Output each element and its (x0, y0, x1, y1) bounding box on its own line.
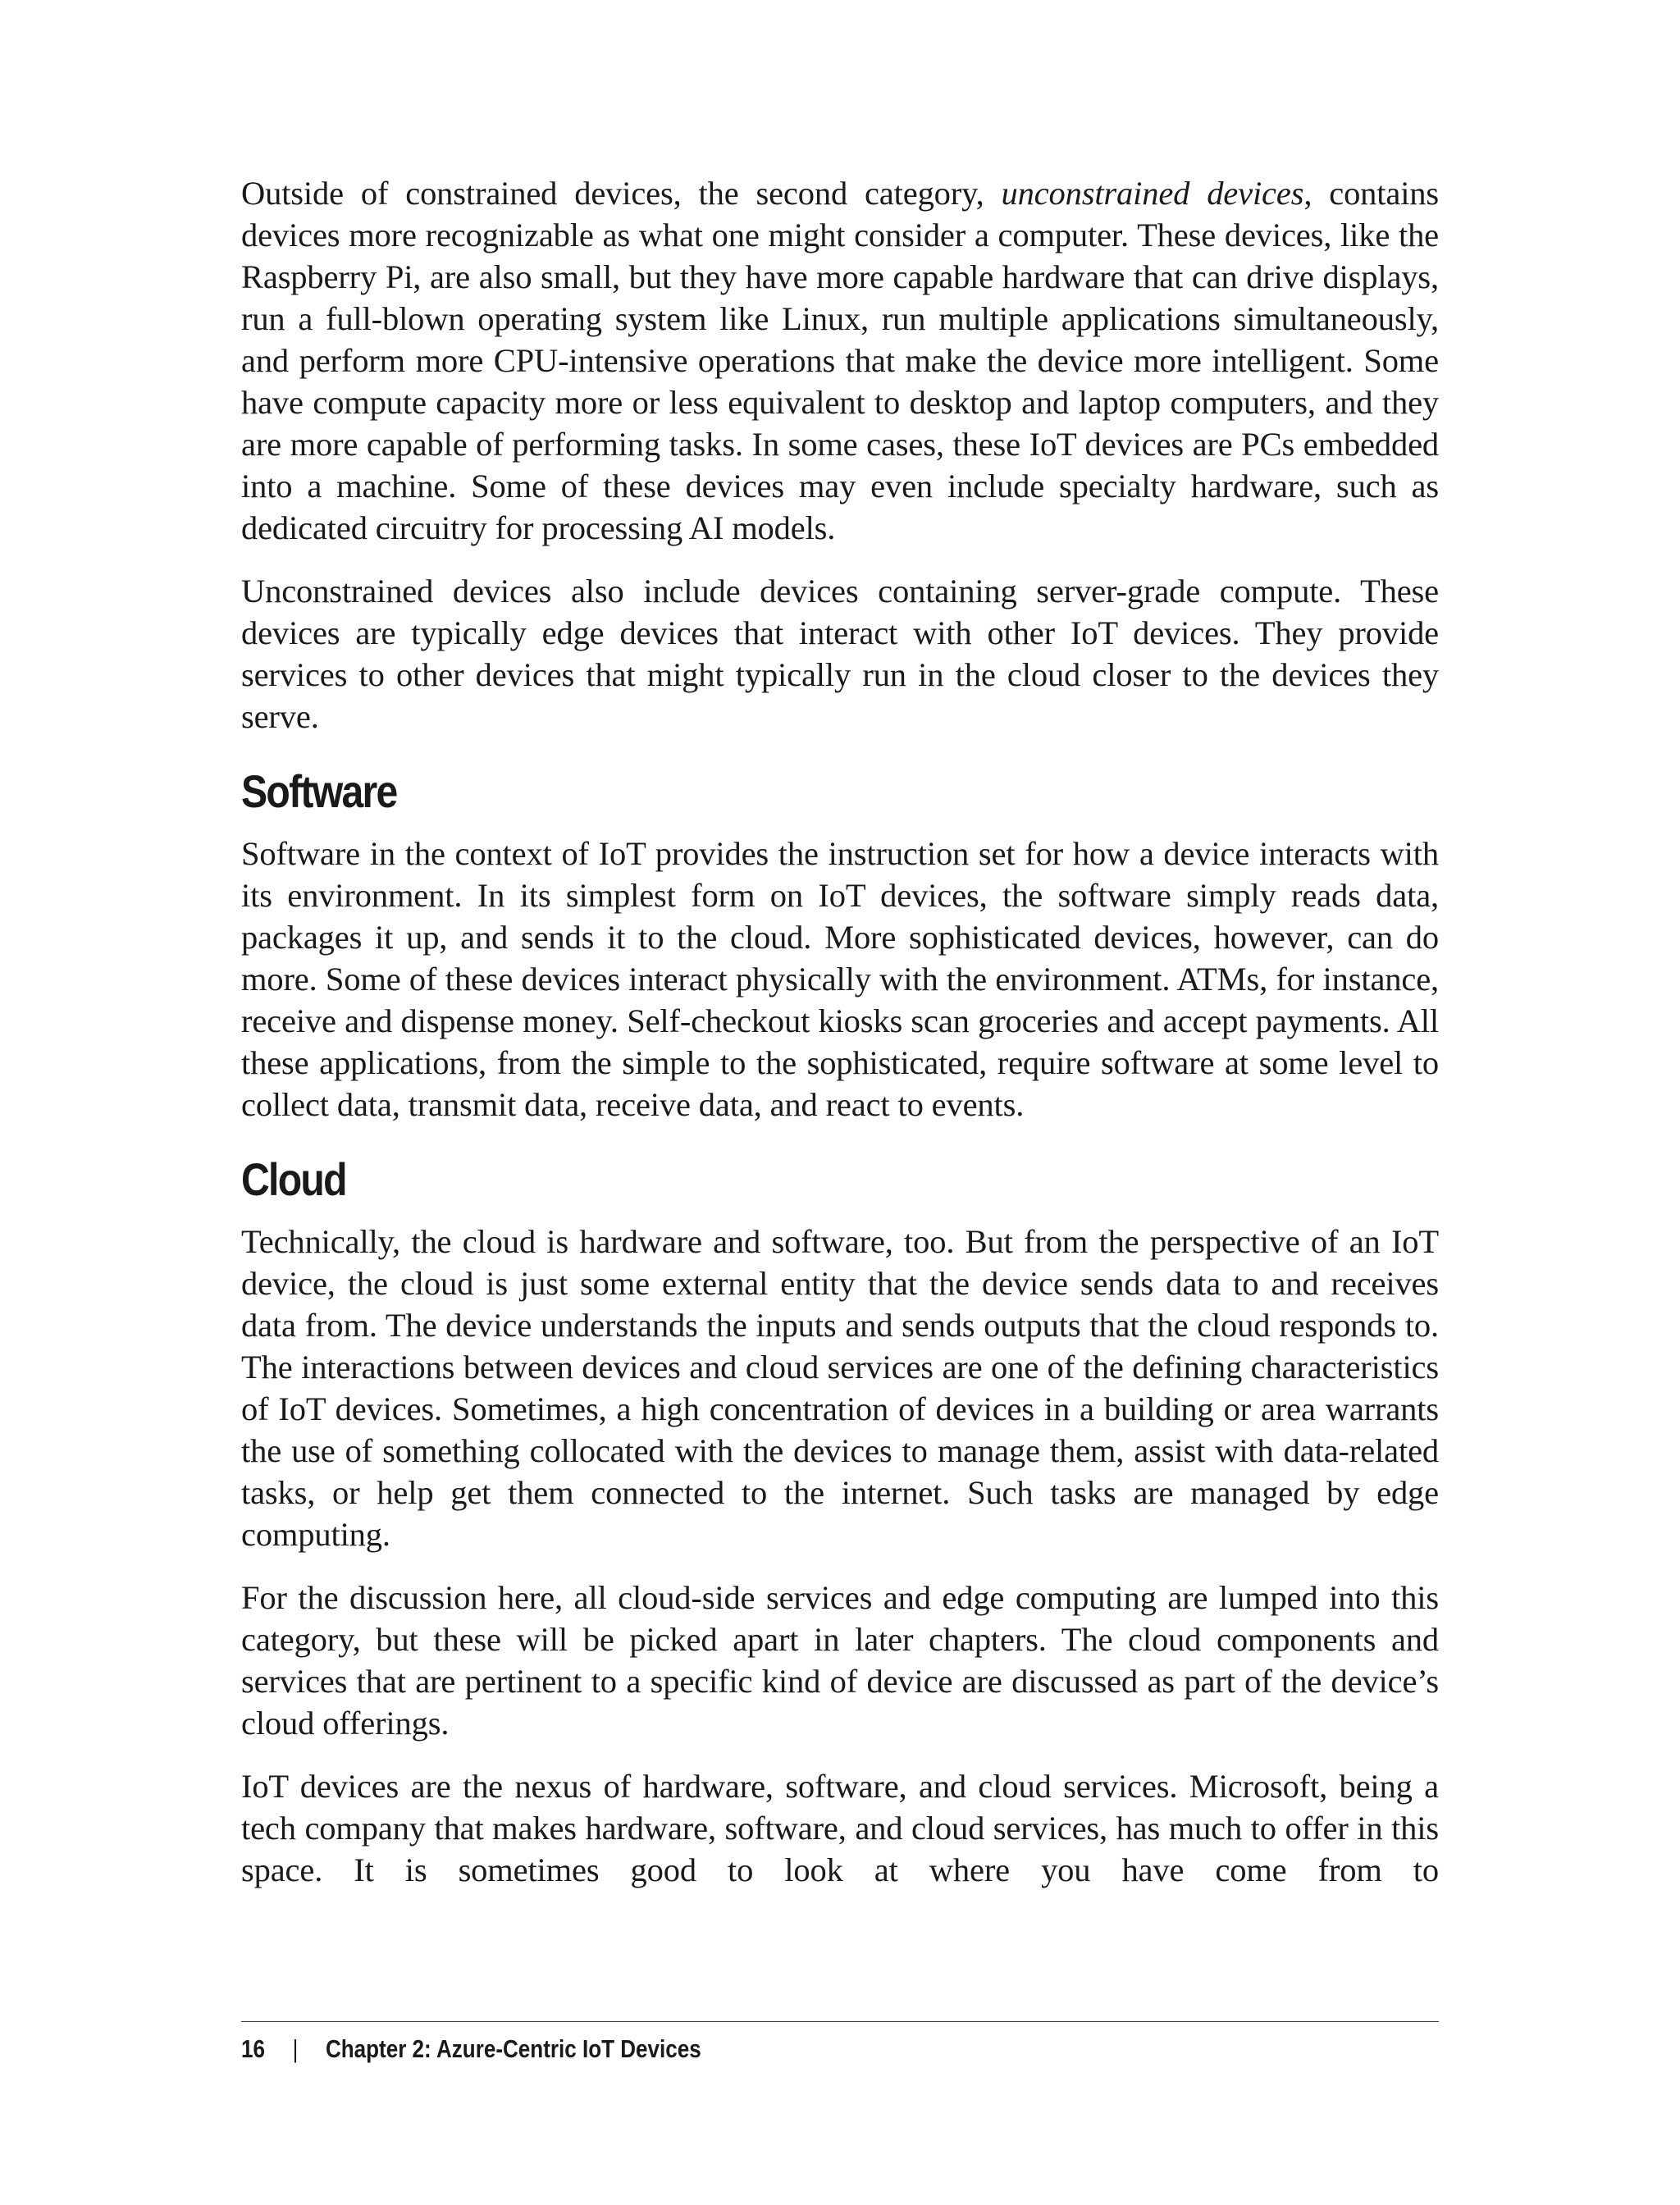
paragraph-software: Software in the context of IoT provides the instruction set for how a device interacts with its environment. In its simplest form on IoT devices, the software simply reads data, packages it up, and sends it to the cloud. More sophisticated devices, however, can do more. Some of these devices interact physically with the environment. ATMs, for instance, receive and dispense money. Self-checkout kiosks scan groceries and accept payments. All these applications, from the simple to the sophisticated, require software at some level to collect data, transmit data, receive data, and react to events. (241, 835, 1439, 1123)
page-body (241, 172, 1439, 1912)
paragraph-cloud-2: For the discussion here, all cloud-side services and edge computing are lumped into this category, but these will be picked apart in later chapters. The cloud components and services that are pertinent to a specific kind of device are discussed as part of the device’s cloud offerings. (241, 1579, 1439, 1742)
footer-separator: | (292, 2034, 299, 2063)
chapter-title: Chapter 2: Azure-Centric IoT Devices (325, 2034, 701, 2063)
paragraph-text: , contains devices more recognizable as what one might consider a computer. These devices, like the Raspberry Pi, are also small, but they have more capable hardware that can drive displays, run a full-blown operating system like Linux, run multiple applications simultaneously, and perform more CPU-intensive operations that make the device more intelligent. Some have compute capacity more or less equivalent to desktop and laptop computers, and they are more capable of performing tasks. In some cases, these IoT devices are PCs embedded into a machine. Some of these devices may even include specialty hardware, such as dedicated circuitry for processing AI models. (241, 175, 1440, 546)
paragraph-unconstrained-devices (241, 172, 1439, 549)
page-number: 16 (241, 2034, 265, 2063)
section-heading-cloud: Cloud (241, 1153, 346, 1205)
footer-rule (241, 2021, 1439, 2022)
paragraph-cloud-3: IoT devices are the nexus of hardware, software, and cloud services. Microsoft, being a tech company that makes hardware, software, and cloud services, has much to offer in this space. It is sometimes good to look at where you have come from to (241, 1768, 1439, 1888)
page-footer (241, 2031, 701, 2067)
paragraph-cloud-1: Technically, the cloud is hardware and software, too. But from the perspective of an IoT device, the cloud is just some external entity that the device sends data to and receives data from. The device understands the inputs and sends outputs that the cloud responds to. The interactions between devices and cloud services are one of the defining characteristics of IoT devices. Sometimes, a high concentration of devices in a building or area warrants the use of something collocated with the devices to manage them, assist with data-related tasks, or help get them connected to the internet. Such tasks are managed by edge computing. (241, 1223, 1439, 1553)
italic-term: unconstrained devices (1001, 175, 1304, 212)
section-heading-software: Software (241, 765, 397, 817)
paragraph-server-grade: Unconstrained devices also include devices containing server-grade compute. These devices are typically edge devices that interact with other IoT devices. They provide services to other devices that might typically run in the cloud closer to the devices they serve. (241, 573, 1439, 735)
paragraph-text: Outside of constrained devices, the second category, (241, 175, 1002, 212)
